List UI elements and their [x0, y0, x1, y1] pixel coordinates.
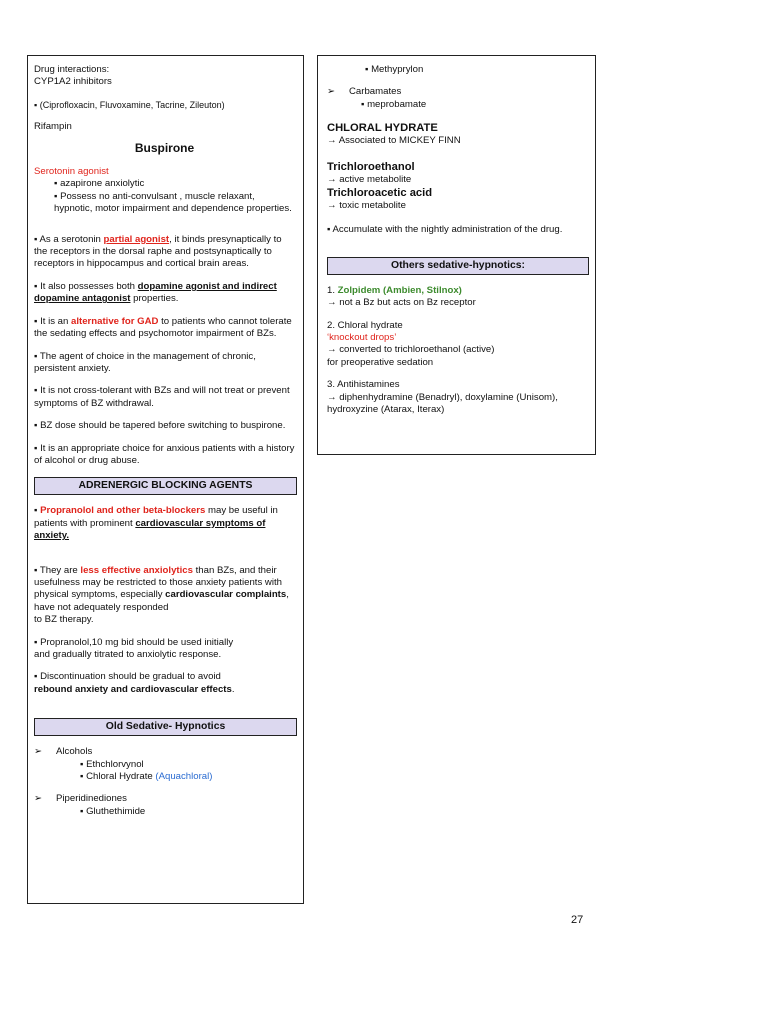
arrow-bullet-icon: ➢	[34, 793, 43, 805]
buspirone-title: Buspirone	[134, 140, 195, 155]
buspirone-point-5: ▪ It is not cross-tolerant with BZs and will not treat or prevent symptoms of BZ withdrawal.	[34, 385, 290, 409]
buspirone-point-3: ▪ It is an alternative for GAD to patients who cannot tolerate the sedating effects and psychomotor impairment of BZs.	[34, 315, 292, 340]
buspirone-point-2: ▪ It also possesses both dopamine agonist and indirect dopamine antagonist properties.	[34, 280, 277, 305]
buspirone-summary: Serotonin agonist ▪ azapirone anxiolytic ▪ Possess no anti-convulsant , muscle relaxant, hypnotic, motor impairment and dependence properties.	[34, 166, 292, 215]
adrenergic-point-2: ▪ They are less effective anxiolytics than BZs, and their usefulness may be restricted to those anxiety patients with physical symptoms, especially cardiovascular complaints, have not adequately responded to BZ therapy.	[34, 564, 289, 626]
buspirone-point-4: ▪ The agent of choice in the management of chronic, persistent anxiety.	[34, 350, 256, 374]
piperidinediones-group: ➢ Piperidinediones ▪ Gluthethimide	[34, 793, 146, 817]
buspirone-point-7: ▪ It is an appropriate choice for anxious patients with a history of alcohol or drug abuse.	[34, 442, 295, 466]
adrenergic-point-1: ▪ Propranolol and other beta-blockers may be useful in patients with prominent cardiovascular symptoms of anxiety.	[34, 505, 278, 542]
adrenergic-point-3: ▪ Propranolol,10 mg bid should be used initially and gradually titrated to anxiolytic response.	[34, 636, 234, 660]
rifampin: Rifampin	[34, 121, 72, 133]
adrenergic-section-header: ADRENERGIC BLOCKING AGENTS	[34, 477, 297, 495]
antihistamines-item: 3. Antihistamines → diphenhydramine (Benadryl), doxylamine (Unisom), hydroxyzine (Atarax, Iterax)	[327, 379, 558, 416]
adrenergic-point-4: ▪ Discontinuation should be gradual to avoid rebound anxiety and cardiovascular effects.	[34, 671, 235, 695]
chloral-hydrate-block: CHLORAL HYDRATE → Associated to MICKEY FINN	[327, 122, 461, 147]
old-sedative-section-header: Old Sedative- Hypnotics	[34, 718, 297, 736]
others-section-header: Others sedative-hypnotics:	[327, 257, 589, 275]
drug-interactions: Drug interactions: CYP1A2 inhibitors	[34, 64, 112, 88]
metabolites-block: Trichloroethanol → active metabolite Trichloroacetic acid → toxic metabolite	[327, 160, 433, 212]
buspirone-point-6: ▪ BZ dose should be tapered before switching to buspirone.	[34, 420, 286, 432]
buspirone-point-1: ▪ As a serotonin partial agonist, it binds presynaptically to the receptors in the dorsal raphe and postsynaptically to receptors in hippocampus and cortical brain areas.	[34, 233, 282, 270]
chloral-hydrate-item: 2. Chloral hydrate ‘knockout drops’ → converted to trichloroethanol (active) for preoperative sedation	[327, 319, 495, 368]
methyprylon: ▪ Methyprylon	[365, 64, 424, 75]
right-column	[317, 55, 596, 455]
zolpidem-item: 1. Zolpidem (Ambien, Stilnox) → not a Bz but acts on Bz receptor	[327, 284, 476, 309]
arrow-bullet-icon: ➢	[34, 746, 43, 758]
page-number: 27	[571, 914, 584, 926]
arrow-bullet-icon: ➢	[327, 86, 336, 98]
accumulate-note: ▪ Accumulate with the nightly administration of the drug.	[327, 224, 563, 236]
alcohols-group: ➢ Alcohols ▪ Ethchlorvynol ▪ Chloral Hydrate (Aquachloral)	[34, 746, 213, 783]
left-column	[27, 55, 304, 904]
carbamates-group: ➢ Carbamates ▪ meprobamate	[327, 86, 427, 110]
cyp-list: ▪ (Ciprofloxacin, Fluvoxamine, Tacrine, Zileuton)	[34, 99, 225, 110]
